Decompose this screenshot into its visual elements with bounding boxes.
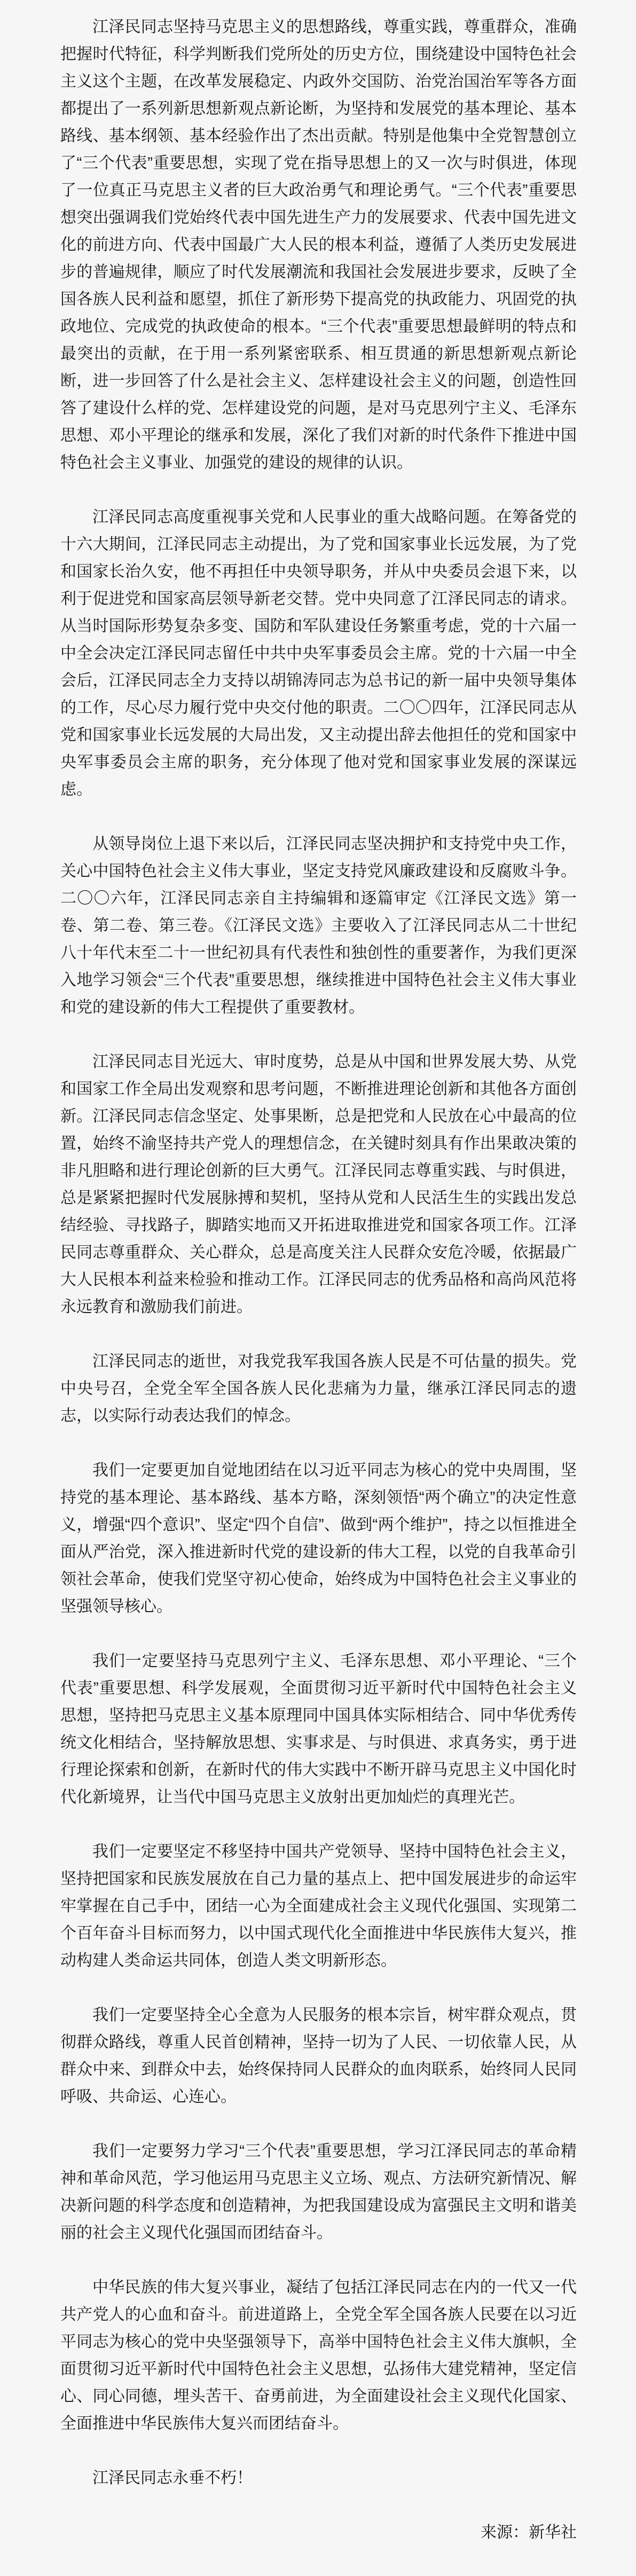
source-line: 来源：新华社: [481, 2524, 577, 2541]
paragraph: 中华民族的伟大复兴事业，凝结了包括江泽民同志在内的一代又一代共产党人的心血和奋斗。前进道路上，全党全军全国各族人民要在以习近平同志为核心的党中央坚强领导下，高举中国特色社会主义伟大旗帜，全面贯彻习近平新时代中国特色社会主义思想，弘扬伟大建党精神，坚定信心、同心同德，埋头苦干、奋勇前进，为全面建设社会主义现代化国家、全面推进中华民族伟大复兴而团结奋斗。: [60, 2279, 577, 2432]
paragraph: 从领导岗位上退下来以后，江泽民同志坚决拥护和支持党中央工作，关心中国特色社会主义伟大事业，坚定支持党风廉政建设和反腐败斗争。二〇〇六年，江泽民同志亲自主持编辑和逐篇审定《江泽民文选》第一卷、第二卷、第三卷。《江泽民文选》主要收入了江泽民同志从二十世纪八十年代末至二十一世纪初具有代表性和独创性的重要著作，为我们更深入地学习领会“三个代表”重要思想，继续推进中国特色社会主义伟大事业和党的建设新的伟大工程提供了重要教材。: [60, 835, 577, 1016]
paragraph: 江泽民同志高度重视事关党和人民事业的重大战略问题。在筹备党的十六大期间，江泽民同志主动提出，为了党和国家事业长远发展，为了党和国家长治久安，他不再担任中央领导职务，并从中央委员会退下来，以利于促进党和国家高层领导新老交替。党中央同意了江泽民同志的请求。从当时国际形势复杂多变、国防和军队建设任务繁重考虑，党的十六届一中全会决定江泽民同志留任中共中央军事委员会主席。党的十六届一中全会后，江泽民同志全力支持以胡锦涛同志为总书记的新一届中央领导集体的工作，尽心尽力履行党中央交付他的职责。二〇〇四年，江泽民同志从党和国家事业长远发展的大局出发，又主动提出辞去他担任的党和国家中央军事委员会主席的职务，充分体现了他对党和国家事业发展的深谋远虑。: [60, 508, 577, 798]
paragraph: 江泽民同志坚持马克思主义的思想路线，尊重实践，尊重群众，准确把握时代特征，科学判断我们党所处的历史方位，围绕建设中国特色社会主义这个主题，在改革发展稳定、内政外交国防、治党治国治军等各方面都提出了一系列新思想新观点新论断，为坚持和发展党的基本理论、基本路线、基本纲领、基本经验作出了杰出贡献。特别是他集中全党智慧创立了“三个代表”重要思想，实现了党在指导思想上的又一次与时俱进，体现了一位真正马克思主义者的巨大政治勇气和理论勇气。“三个代表”重要思想突出强调我们党始终代表中国先进生产力的发展要求、代表中国先进文化的前进方向、代表中国最广大人民的根本利益，遵循了人类历史发展进步的普遍规律，顺应了时代发展潮流和我国社会发展进步要求，反映了全国各族人民利益和愿望，抓住了新形势下提高党的执政能力、巩固党的执政地位、完成党的执政使命的根本。“三个代表”重要思想最鲜明的特点和最突出的贡献，在于用一系列紧密联系、相互贯通的新思想新观点新论断，进一步回答了什么是社会主义、怎样建设社会主义的问题，创造性回答了建设什么样的党、怎样建设党的问题，是对马克思列宁主义、毛泽东思想、邓小平理论的继承和发展，深化了我们对新的时代条件下推进中国特色社会主义事业、加强党的建设的规律的认识。: [60, 18, 577, 472]
paragraph: 江泽民同志目光远大、审时度势，总是从中国和世界发展大势、从党和国家工作全局出发观察和思考问题，不断推进理论创新和其他各方面创新。江泽民同志信念坚定、处事果断，总是把党和人民放在心中最高的位置，始终不渝坚持共产党人的理想信念，在关键时刻具有作出果敢决策的非凡胆略和进行理论创新的巨大勇气。江泽民同志尊重实践、与时俱进，总是紧紧把握时代发展脉搏和契机，坚持从党和人民活生生的实践出发总结经验、寻找路子，脚踏实地而又开拓进取推进党和国家各项工作。江泽民同志尊重群众、关心群众，总是高度关注人民群众安危冷暖，依据最广大人民根本利益来检验和推动工作。江泽民同志的优秀品格和高尚风范将永远教育和激励我们前进。: [60, 1053, 577, 1316]
paragraph: 我们一定要更加自觉地团结在以习近平同志为核心的党中央周围，坚持党的基本理论、基本路线、基本方略，深刻领悟“两个确立”的决定性意义，增强“四个意识”、坚定“四个自信”、做到“两个维护”，持之以恒推进全面从严治党，深入推进新时代党的建设新的伟大工程，以党的自我革命引领社会革命，使我们党坚守初心使命，始终成为中国特色社会主义事业的坚强领导核心。: [60, 1462, 577, 1615]
paragraph: 我们一定要坚持全心全意为人民服务的根本宗旨，树牢群众观点，贯彻群众路线，尊重人民首创精神，坚持一切为了人民、一切依靠人民，从群众中来、到群众中去，始终保持同人民群众的血肉联系，始终同人民同呼吸、共命运、心连心。: [60, 2006, 577, 2106]
paragraph: 江泽民同志的逝世，对我党我军我国各族人民是不可估量的损失。党中央号召，全党全军全国各族人民化悲痛为力量，继承江泽民同志的遗志，以实际行动表达我们的悼念。: [60, 1353, 577, 1425]
paragraphs-container: [60, 13, 577, 2492]
paragraph: 江泽民同志永垂不朽！: [92, 2469, 253, 2487]
paragraph: 我们一定要努力学习“三个代表”重要思想，学习江泽民同志的革命精神和革命风范，学习他运用马克思主义立场、观点、方法研究新情况、解决新问题的科学态度和创造精神，为把我国建设成为富强民主文明和谐美丽的社会主义现代化强国而团结奋斗。: [60, 2142, 577, 2242]
paragraph: 我们一定要坚持马克思列宁主义、毛泽东思想、邓小平理论、“三个代表”重要思想、科学发展观，全面贯彻习近平新时代中国特色社会主义思想，坚持把马克思主义基本原理同中国具体实际相结合、同中华优秀传统文化相结合，坚持解放思想、实事求是、与时俱进、求真务实，勇于进行理论探索和创新，在新时代的伟大实践中不断开辟马克思主义中国化时代化新境界，让当代中国马克思主义放射出更加灿烂的真理光芒。: [60, 1652, 577, 1806]
paragraph: 我们一定要坚定不移坚持中国共产党领导、坚持中国特色社会主义，坚持把国家和民族发展放在自己力量的基点上、把中国发展进步的命运牢牢掌握在自己手中，团结一心为全面建成社会主义现代化强国、实现第二个百年奋斗目标而努力，以中国式现代化全面推进中华民族伟大复兴，推动构建人类命运共同体，创造人类文明新形态。: [60, 1843, 577, 1969]
article-body: [60, 13, 577, 2546]
